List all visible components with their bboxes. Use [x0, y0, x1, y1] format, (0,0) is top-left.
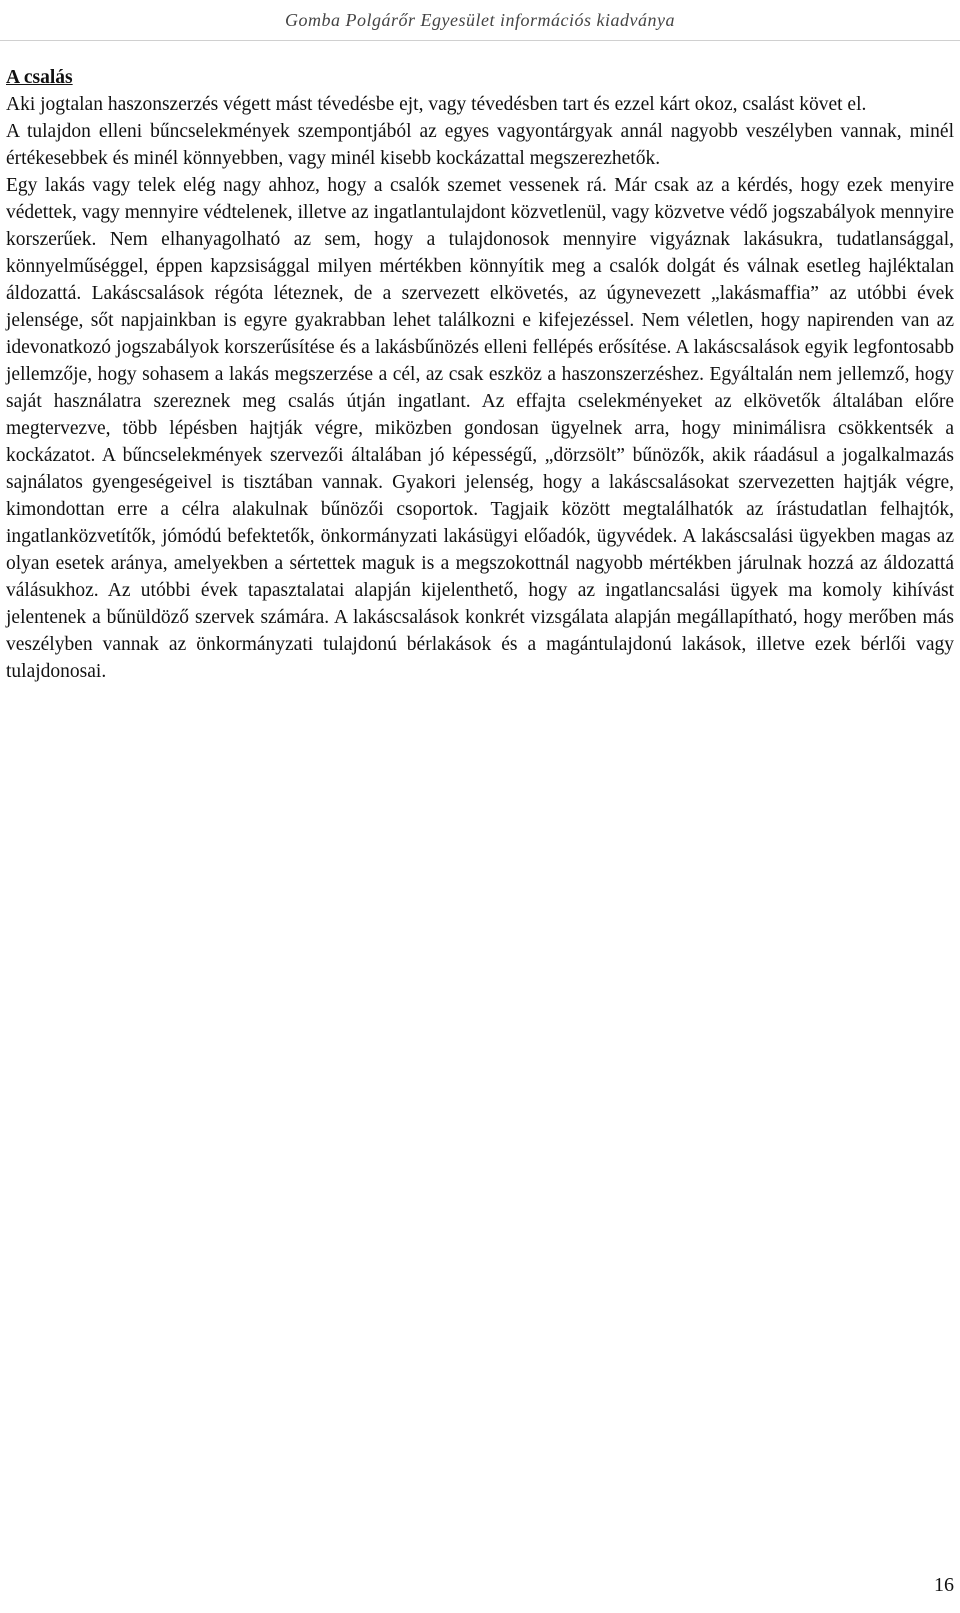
article-body [6, 64, 954, 685]
section-heading: A csalás [6, 67, 73, 88]
paragraph-definition: Aki jogtalan haszonszerzés végett mást tévedésbe ejt, vagy tévedésben tart és ezzel kárt okoz, csalást követ el. [6, 94, 867, 115]
paragraph-property-risk: A tulajdon elleni bűncselekmények szempontjából az egyes vagyontárgyak annál nagyobb veszélyben vannak, minél értékesebbek és minél könnyebben, vagy minél kisebb kockázattal megszerezhetők. [6, 121, 954, 169]
publication-title: Gomba Polgárőr Egyesület információs kiadványa [285, 9, 675, 30]
paragraph-housing-fraud: Egy lakás vagy telek elég nagy ahhoz, hogy a csalók szemet vessenek rá. Már csak az a kérdés, hogy ezek menyire védettek, vagy mennyire védtelenek, illetve az ingatlantulajdont közvetlenül, vagy közvetve védő jogszabályok mennyire korszerűek. Nem elhanyagolható az sem, hogy a tulajdonosok mennyire vigyáznak lakásukra, tudatlansággal, könnyelműséggel, éppen kapzsisággal milyen mértékben könnyítik meg a csalók dolgát és válnak esetleg hajléktalan áldozattá. Lakáscsalások régóta léteznek, de a szervezett elkövetés, az úgynevezett „lakásmaffia” az utóbbi évek jelensége, sőt napjainkban is egyre gyakrabban lehet találkozni e kifejezéssel. Nem véletlen, hogy napirenden van az idevonatkozó jogszabályok korszerűsítése és a lakásbűnözés elleni fellépés erősítése. A lakáscsalások egyik legfontosabb jellemzője, hogy sohasem a lakás megszerzése a cél, az csak eszköz a haszonszerzéshez. Egyáltalán nem jellemző, hogy saját használatra szereznek meg csalás útján ingatlant. Az effajta cselekményeket az elkövetők általában előre megtervezve, több lépésben hajtják végre, miközben gondosan ügyelnek arra, hogy minimálisra csökkentsék a kockázatot. A bűncselekmények szervezői általában jó képességű, „dörzsölt” bűnözők, akik ráadásul a jogalkalmazás sajnálatos gyengeségeivel is tisztában vannak. Gyakori jelenség, hogy a lakáscsalásokat szervezetten hajtják végre, kimondottan erre a célra alakulnak bűnözői csoportok. Tagjaik között megtalálhatók az írástudatlan felhajtók, ingatlanközvetítők, jómódú befektetők, önkormányzati lakásügyi előadók, ügyvédek. A lakáscsalási ügyekben magas az olyan esetek aránya, amelyekben a sértettek maguk is a megszokottnál nagyobb mértékben járulnak hozzá az áldozattá válásukhoz. Az utóbbi évek tapasztalatai alapján kijelenthető, hogy az ingatlancsalási ügyek ma komoly kihívást jelentenek a bűnüldöző szervek számára. A lakáscsalások konkrét vizsgálata alapján megállapítható, hogy merőben más veszélyben vannak az önkormányzati tulajdonú bérlakások és a magántulajdonú lakások, illetve ezek bérlői vagy tulajdonosai. [6, 175, 954, 682]
page-header [0, 0, 960, 41]
page-number: 16 [934, 1574, 954, 1596]
